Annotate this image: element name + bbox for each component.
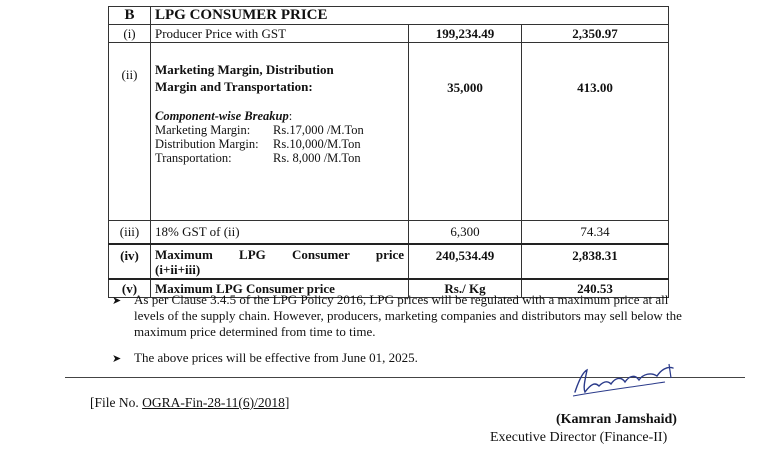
row-description-line: Maximum LPG Consumer price bbox=[155, 247, 404, 262]
row-index: (iv) bbox=[109, 244, 151, 279]
note-item bbox=[112, 292, 692, 340]
breakup-item bbox=[155, 123, 404, 137]
breakup-value: Rs.17,000 /M.Ton bbox=[273, 123, 364, 137]
row-description-line: Marketing Margin, Distribution bbox=[155, 62, 334, 77]
row-index: (ii) bbox=[109, 43, 151, 221]
row-description: 18% GST of (ii) bbox=[151, 221, 409, 245]
row-description-line: Margin and Transportation: bbox=[155, 79, 313, 94]
file-reference: [File No. OGRA-Fin-28-11(6)/2018] bbox=[90, 395, 290, 410]
row-unit: Rs./ Kg bbox=[409, 279, 522, 298]
row-value-per-ton: 35,000 bbox=[409, 43, 522, 221]
note-text: The above prices will be effective from June 01, 2025. bbox=[134, 350, 418, 365]
row-description-cell bbox=[151, 43, 409, 221]
row-description-line: (i+ii+iii) bbox=[155, 262, 201, 277]
component-breakup bbox=[155, 109, 404, 165]
row-index: (iii) bbox=[109, 221, 151, 245]
row-value-per-ton: 199,234.49 bbox=[409, 25, 522, 43]
breakup-label: Distribution Margin: bbox=[155, 137, 259, 151]
row-description-cell bbox=[151, 244, 409, 279]
signatory-title: Executive Director (Finance-II) bbox=[490, 430, 668, 445]
breakup-label: Marketing Margin: bbox=[155, 123, 251, 137]
breakup-value: Rs.10,000/M.Ton bbox=[273, 137, 361, 151]
handwritten-signature bbox=[565, 362, 685, 402]
breakup-label: Transportation: bbox=[155, 151, 232, 165]
row-value-per-ton: 240,534.49 bbox=[409, 244, 522, 279]
row-index: (v) bbox=[109, 279, 151, 298]
row-value-per-ton: 6,300 bbox=[409, 221, 522, 245]
row-value-per-cylinder: 74.34 bbox=[522, 221, 669, 245]
arrow-bullet-icon: ➤ bbox=[112, 295, 122, 307]
row-value-per-cylinder: 2,838.31 bbox=[522, 244, 669, 279]
breakup-value: Rs. 8,000 /M.Ton bbox=[273, 151, 361, 165]
row-value-per-cylinder: 2,350.97 bbox=[522, 25, 669, 43]
file-number: OGRA-Fin-28-11(6)/2018 bbox=[142, 395, 285, 410]
signatory-name: (Kamran Jamshaid) bbox=[556, 412, 677, 427]
price-table bbox=[108, 6, 669, 298]
row-description: Producer Price with GST bbox=[151, 25, 409, 43]
row-index: (i) bbox=[109, 25, 151, 43]
breakup-item bbox=[155, 137, 404, 151]
row-description: Maximum LPG Consumer price bbox=[151, 279, 409, 298]
arrow-bullet-icon: ➤ bbox=[112, 353, 122, 365]
section-title: LPG CONSUMER PRICE bbox=[151, 7, 669, 25]
row-description bbox=[155, 61, 404, 95]
section-letter: B bbox=[109, 7, 151, 25]
row-value-per-cylinder: 413.00 bbox=[522, 43, 669, 221]
breakup-heading: Component-wise Breakup: bbox=[155, 109, 293, 123]
note-text: As per Clause 3.4.5 of the LPG Policy 2016, LPG prices will be regulated with a maximum price at all levels of the supply chain. However, producers, marketing companies and distributors may sell below the maximum price determined from time to time. bbox=[134, 292, 682, 339]
row-value-per-kg: 240.53 bbox=[522, 279, 669, 298]
breakup-item bbox=[155, 151, 404, 165]
